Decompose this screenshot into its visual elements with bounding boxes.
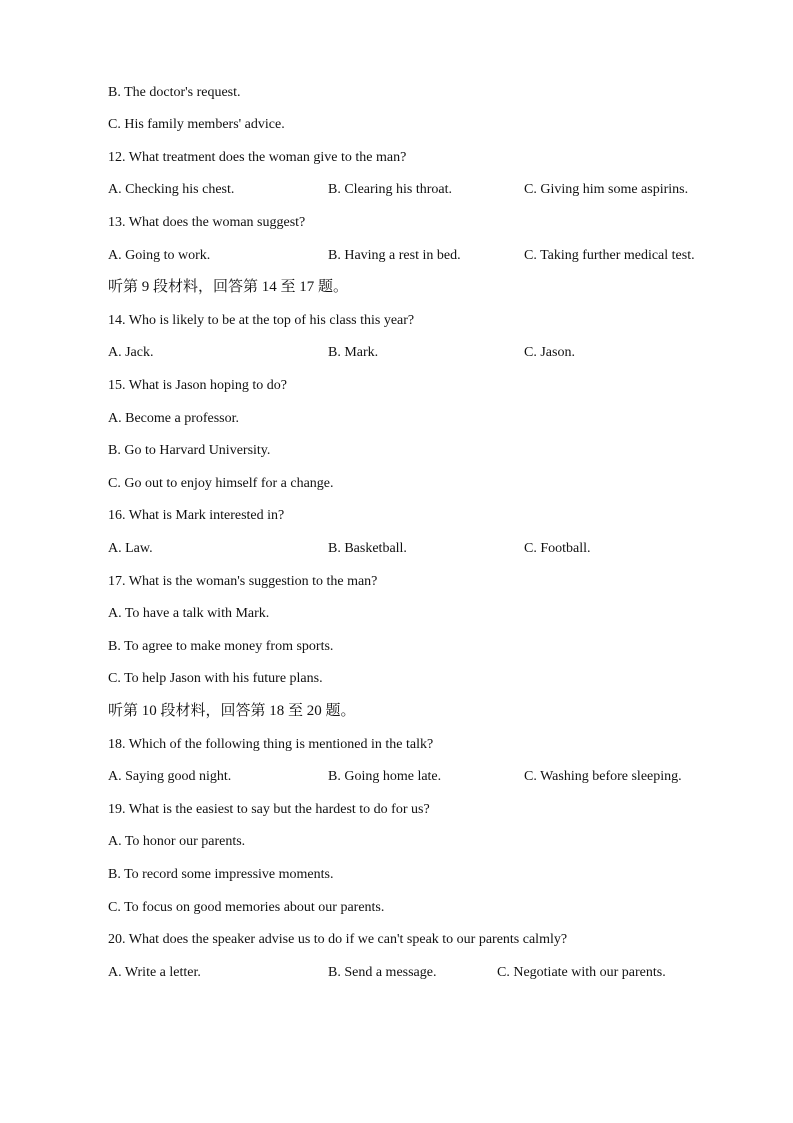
q12-option-c: C. Giving him some aspirins.	[524, 182, 689, 197]
q16-option-a: A. Law.	[108, 541, 153, 556]
q14-option-a: A. Jack.	[108, 345, 154, 360]
q13-question: 13. What does the woman suggest?	[108, 215, 306, 230]
q17-option-c: C. To help Jason with his future plans.	[108, 671, 323, 686]
q16-question: 16. What is Mark interested in?	[108, 508, 285, 523]
q15-question: 15. What is Jason hoping to do?	[108, 378, 288, 393]
q14-option-b: B. Mark.	[328, 345, 379, 360]
q19-option-c: C. To focus on good memories about our parents.	[108, 900, 385, 915]
q20-option-b: B. Send a message.	[328, 965, 437, 980]
section-10-heading: 听第 10 段材料，回答第 18 至 20 题。	[108, 703, 356, 719]
q16-option-b: B. Basketball.	[328, 541, 407, 556]
q19-question: 19. What is the easiest to say but the hardest to do for us?	[108, 802, 430, 817]
q19-option-a: A. To honor our parents.	[108, 834, 246, 849]
q13-option-a: A. Going to work.	[108, 248, 211, 263]
q14-question: 14. Who is likely to be at the top of his class this year?	[108, 313, 415, 328]
q18-option-b: B. Going home late.	[328, 769, 442, 784]
q12-option-a: A. Checking his chest.	[108, 182, 235, 197]
q13-option-c: C. Taking further medical test.	[524, 248, 695, 263]
q11-option-b: B. The doctor's request.	[108, 85, 241, 100]
section-9-heading: 听第 9 段材料，回答第 14 至 17 题。	[108, 279, 349, 295]
q12-option-b: B. Clearing his throat.	[328, 182, 453, 197]
q20-option-c: C. Negotiate with our parents.	[497, 965, 666, 980]
q12-question: 12. What treatment does the woman give to the man?	[108, 150, 407, 165]
q13-option-b: B. Having a rest in bed.	[328, 248, 461, 263]
q16-option-c: C. Football.	[524, 541, 591, 556]
q14-option-c: C. Jason.	[524, 345, 575, 360]
q17-question: 17. What is the woman's suggestion to the man?	[108, 574, 378, 589]
q20-option-a: A. Write a letter.	[108, 965, 201, 980]
q15-option-c: C. Go out to enjoy himself for a change.	[108, 476, 334, 491]
q17-option-b: B. To agree to make money from sports.	[108, 639, 334, 654]
q15-option-a: A. Become a professor.	[108, 411, 240, 426]
q15-option-b: B. Go to Harvard University.	[108, 443, 271, 458]
q18-question: 18. Which of the following thing is mentioned in the talk?	[108, 737, 434, 752]
q20-question: 20. What does the speaker advise us to do if we can't speak to our parents calmly?	[108, 932, 568, 947]
q11-option-c: C. His family members' advice.	[108, 117, 285, 132]
q18-option-c: C. Washing before sleeping.	[524, 769, 682, 784]
q18-option-a: A. Saying good night.	[108, 769, 232, 784]
q19-option-b: B. To record some impressive moments.	[108, 867, 334, 882]
q17-option-a: A. To have a talk with Mark.	[108, 606, 270, 621]
